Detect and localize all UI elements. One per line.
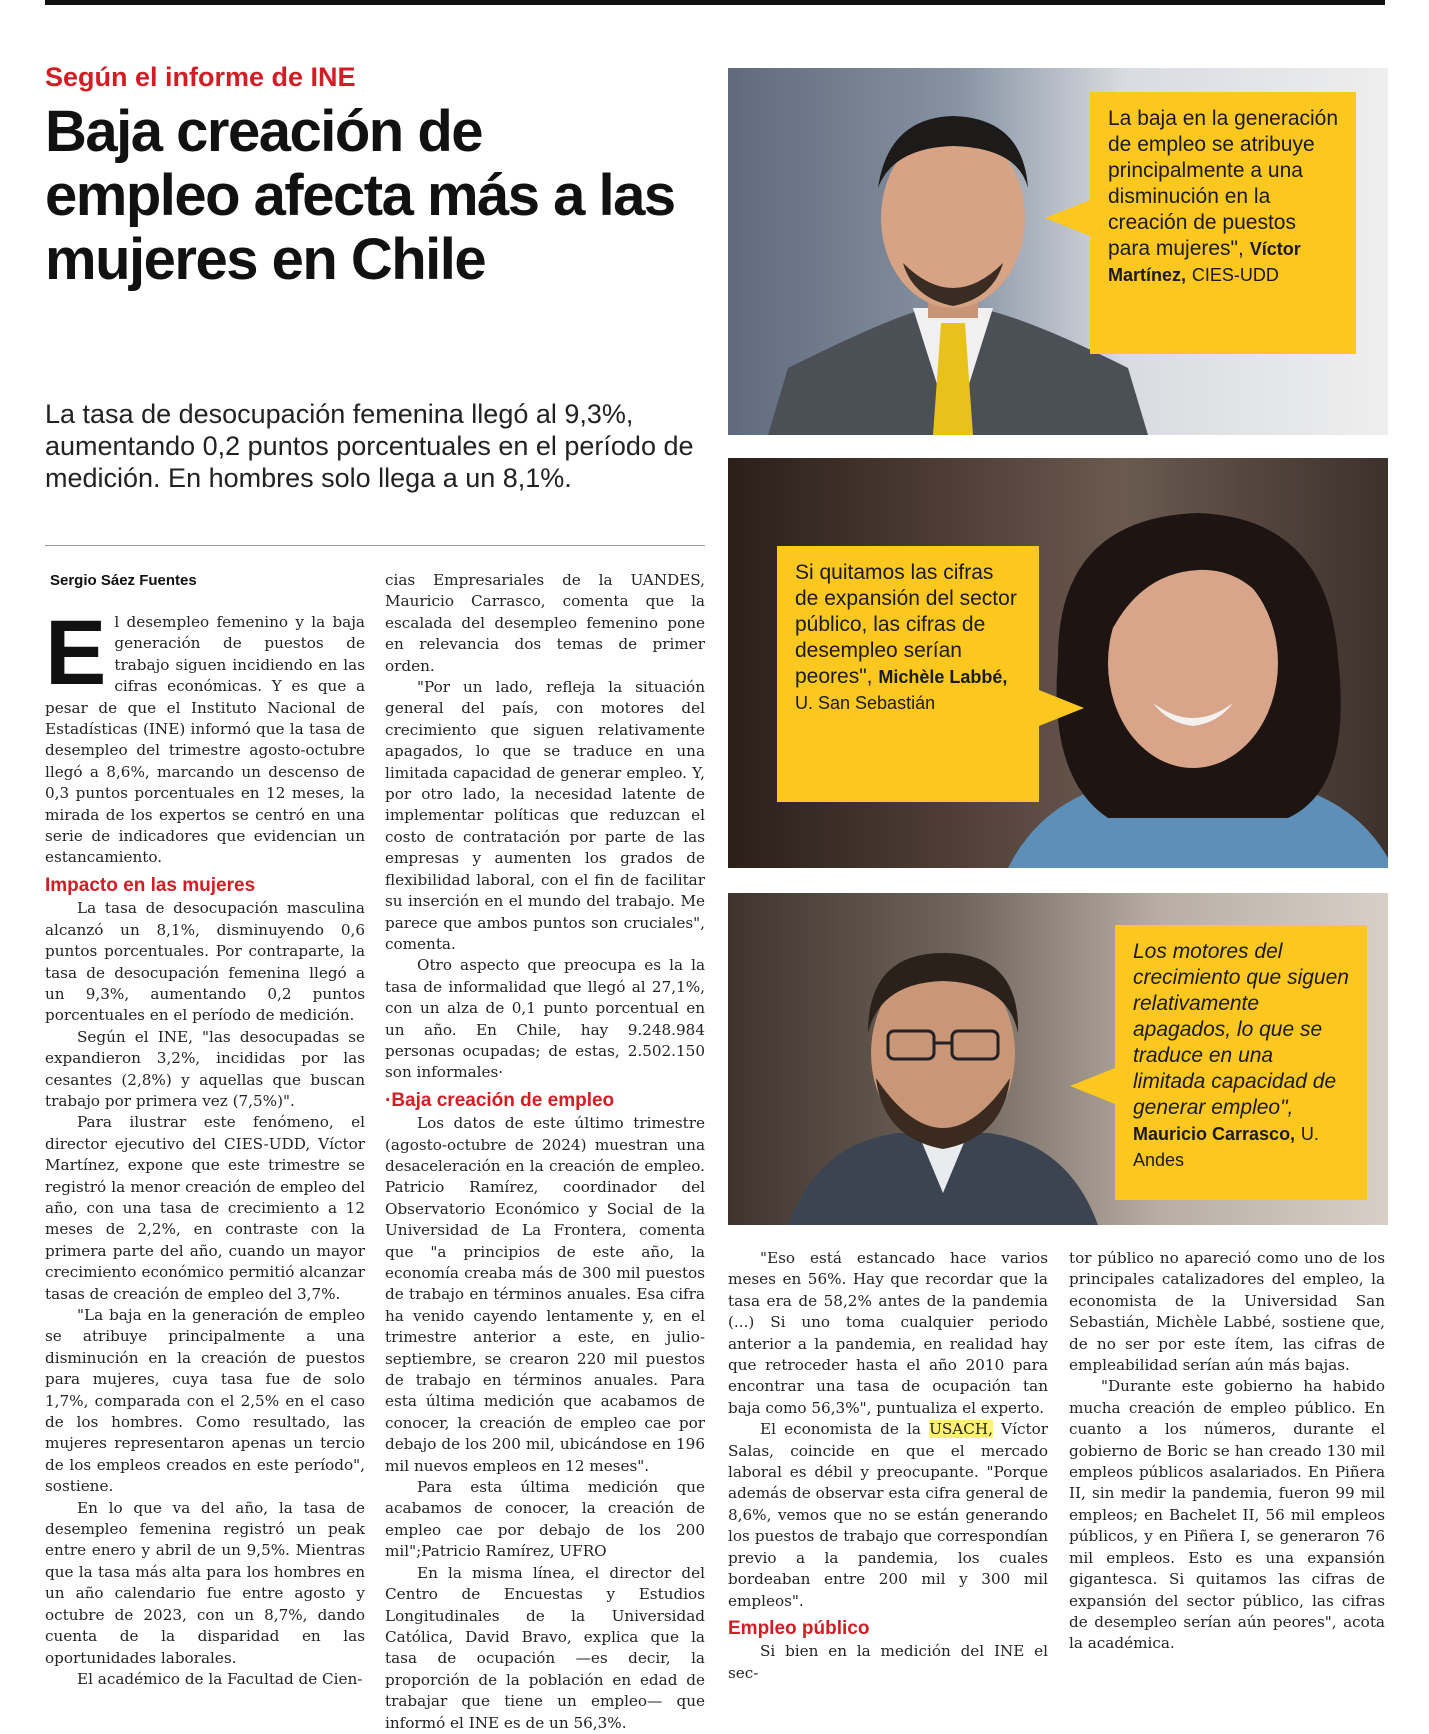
speech-tail (1039, 690, 1084, 726)
paragraph: Para ilustrar este fenómeno, el director ejecutivo del CIES-UDD, Víctor Martínez, expone que este trimestre se registró la menor creación de empleo del año, con una tasa de crecimiento a 12 meses de 2,2%, en contraste con la primera parte del año, cuando un mayor crecimiento económico permitió alcanzar tasas de creación de empleo del 3,7%. (45, 1113, 365, 1303)
drop-cap: E (45, 602, 107, 704)
paragraph: "La baja en la generación de empleo se atribuye principalmente a una disminución en la creación de puestos para mujeres, cuya tasa fue de solo 1,7%, comparada con el 2,5% en el caso de los hombres. Como resultado, las mujeres representaron apenas un tercio de los empleos creados en este período", sostiene. (45, 1306, 365, 1496)
quote-text: La baja en la generación de empleo se atribuye principalmente a una disminución en la creación de puestos para mujeres", (1108, 107, 1339, 260)
quote-affiliation: U. Andes (1133, 1124, 1319, 1170)
subheading-baja-creacion: ·Baja creación de empleo (385, 1089, 615, 1111)
quote-text: Si quitamos las cifras de expansión del sector público, las cifras de desempleo serían peores", (795, 561, 1017, 688)
byline: Sergio Sáez Fuentes (50, 572, 197, 589)
quote-box-carrasco (1115, 925, 1367, 1200)
paragraph: Para esta última medición que acabamos de conocer, la creación de empleo cae por debajo de los 200 mil";Patricio Ramírez, UFRO (385, 1478, 705, 1561)
paragraph: cias Empresariales de la UANDES, Mauricio Carrasco, comenta que la escalada del desempleo femenino pone en relevancia dos temas de primer orden. (385, 571, 705, 675)
lead-paragraph: La tasa de desocupación femenina llegó al 9,3%, aumentando 0,2 puntos porcentuales en el período de medición. En hombres solo llega a un 8,1%. (45, 399, 694, 493)
quote-author: Mauricio Carrasco, (1133, 1124, 1296, 1144)
article-column-4 (1069, 1248, 1385, 1655)
paragraph: "Durante este gobierno ha habido mucha creación de empleo público. En cuanto a los números, durante el gobierno de Boric se han creado 130 mil empleos públicos asalariados. En Piñera II, sin medir la pandemia, fueron 99 mil empleos; en Bachelet II, 56 mil empleos públicos, y en Piñera I, se generaron 76 mil empleos. Esto es una expansión gigantesca. Si quitamos las cifras de expansión del sector público, las cifras de desempleo serían aún peores", acota la académica. (1069, 1377, 1385, 1653)
quote-affiliation: CIES-UDD (1191, 265, 1279, 285)
quote-box-martinez (1090, 92, 1356, 354)
quote-author: Víctor Martínez, (1108, 239, 1301, 285)
paragraph: En lo que va del año, la tasa de desempleo femenina registró un peak entre enero y abril de un 9,5%. Mientras que la tasa más alta para los hombres en un año calendario fue entre agosto y octubre de 2023, con un 8,7%, dando cuenta de la disparidad en las oportunidades laborales. (45, 1498, 365, 1667)
subheading-empleo-publico: Empleo público (728, 1617, 870, 1639)
kicker: Según el informe de INE (45, 62, 356, 92)
headline: Baja creación de empleo afecta más a las mujeres en Chile (45, 99, 675, 292)
paragraph: "Eso está estancado hace varios meses en 56%. Hay que recordar que la tasa era de 58,2% antes de la pandemia (...) Si uno toma cualquier periodo anterior a la pandemia, en realidad hay que retroceder hasta el año 2010 para encontrar una tasa de ocupación tan baja como 56,3%", puntualiza el experto. (728, 1249, 1048, 1417)
paragraph: Según el INE, "las desocupadas se expandieron 3,2%, incididas por las cesantes (2,8%) y aquellas que buscan trabajo por primera vez (7,5%)". (45, 1027, 365, 1110)
paragraph: El académico de la Facultad de Cien- (77, 1669, 363, 1688)
paragraph: tor público no apareció como uno de los principales catalizadores del empleo, la economista de la Universidad San Sebastián, Michèle Labbé, sostiene que, de no ser por este ítem, las cifras de empleabilidad serían aún más bajas. (1069, 1249, 1385, 1375)
speech-tail (1045, 200, 1090, 236)
quote-affiliation: U. San Sebastián (795, 693, 936, 713)
top-rule (45, 0, 1385, 5)
paragraph: "Por un lado, refleja la situación general del país, con motores del crecimiento que siguen relativamente apagados, lo que se traduce en una limitada capacidad de generar empleo. Y, por otro lado, la necesidad latente de implementar políticas que reduzcan el costo de contratación por parte de las empresas y aumenten los grados de flexibilidad laboral, con el fin de facilitar su inserción en el mundo del trabajo. Me parece que ambos puntos son cruciales", comenta. (385, 678, 705, 953)
article-column-1 (45, 602, 365, 1690)
paragraph: Los datos de este último trimestre (agosto-octubre de 2024) muestran una desaceleración en la creación de empleo. Patricio Ramírez, coordinador del Observatorio Económico y Social de la Universidad de La Frontera, comenta que "a principios de este año, la economía creaba más de 300 mil puestos de trabajo en términos anuales. Esa cifra ha venido cayendo lentamente y, en el trimestre anterior a este, en julio-septiembre, se crearon 220 mil puestos de trabajo en términos anuales. Para esta última medición que acabamos de conocer, la creación de empleo cae por debajo de los 200 mil, ubicándose en 196 mil nuevos empleos en 12 meses". (385, 1114, 705, 1475)
paragraph: En la misma línea, el director del Centro de Encuestas y Estudios Longitudinales de la Universidad Católica, David Bravo, explica que la tasa de ocupación —es decir, la proporción de la población en edad de trabajar que tiene un empleo— que informó el INE es de un 56,3%. (385, 1563, 705, 1732)
paragraph (728, 1419, 1048, 1612)
article-column-2 (385, 570, 705, 1734)
quote-text: Los motores del crecimiento que siguen relativamente apagados, lo que se traduce en una limitada capacidad de generar empleo", (1133, 940, 1349, 1119)
paragraph: Si bien en la medición del INE el sec- (728, 1642, 1048, 1682)
paragraph: La tasa de desocupación masculina alcanzó un 8,1%, disminuyendo 0,6 puntos porcentuales. Por contraparte, la tasa de desocupación femenina llegó a un 9,3%, aumentando 0,2 puntos porcentuales en el período de medición. (45, 899, 365, 1025)
subheading-impacto: Impacto en las mujeres (45, 874, 256, 896)
highlighted-usach: USACH, (929, 1420, 993, 1439)
quote-box-labbe (777, 546, 1039, 802)
speech-tail (1070, 1068, 1115, 1104)
paragraph: Otro aspecto que preocupa es la la tasa de informalidad que llegó al 27,1%, con un alza de 0,1 punto porcentual en un año. En Chile, hay 9.248.984 personas ocupadas; de estas, 2.502.150 son informales· (385, 956, 705, 1082)
text-run: El economista de la (760, 1420, 930, 1439)
quote-author: Michèle Labbé, (878, 667, 1008, 687)
article-column-3 (728, 1248, 1048, 1684)
divider (45, 545, 705, 546)
text-run: Víctor Salas, coincide en que el mercado laboral es débil y preocupante. "Porque además de observar esta cifra general de 8,6%, vemos que no se están generando los puestos de trabajo que correspondían previo a la pandemia, los cuales bordeaban entre 200 mil y 300 mil empleos". (728, 1420, 1048, 1610)
paragraph: l desempleo femenino y la baja generación de puestos de trabajo siguen incidiendo en las cifras económicas. Y es que a pesar de que el Instituto Nacional de Estadísticas (INE) informó que la tasa de desempleo del trimestre agosto-octubre llegó a 8,6%, marcando un descenso de 0,3 puntos porcentuales en 12 meses, la mirada de los expertos se centró en una serie de indicadores que evidencian un estancamiento. (45, 613, 365, 867)
